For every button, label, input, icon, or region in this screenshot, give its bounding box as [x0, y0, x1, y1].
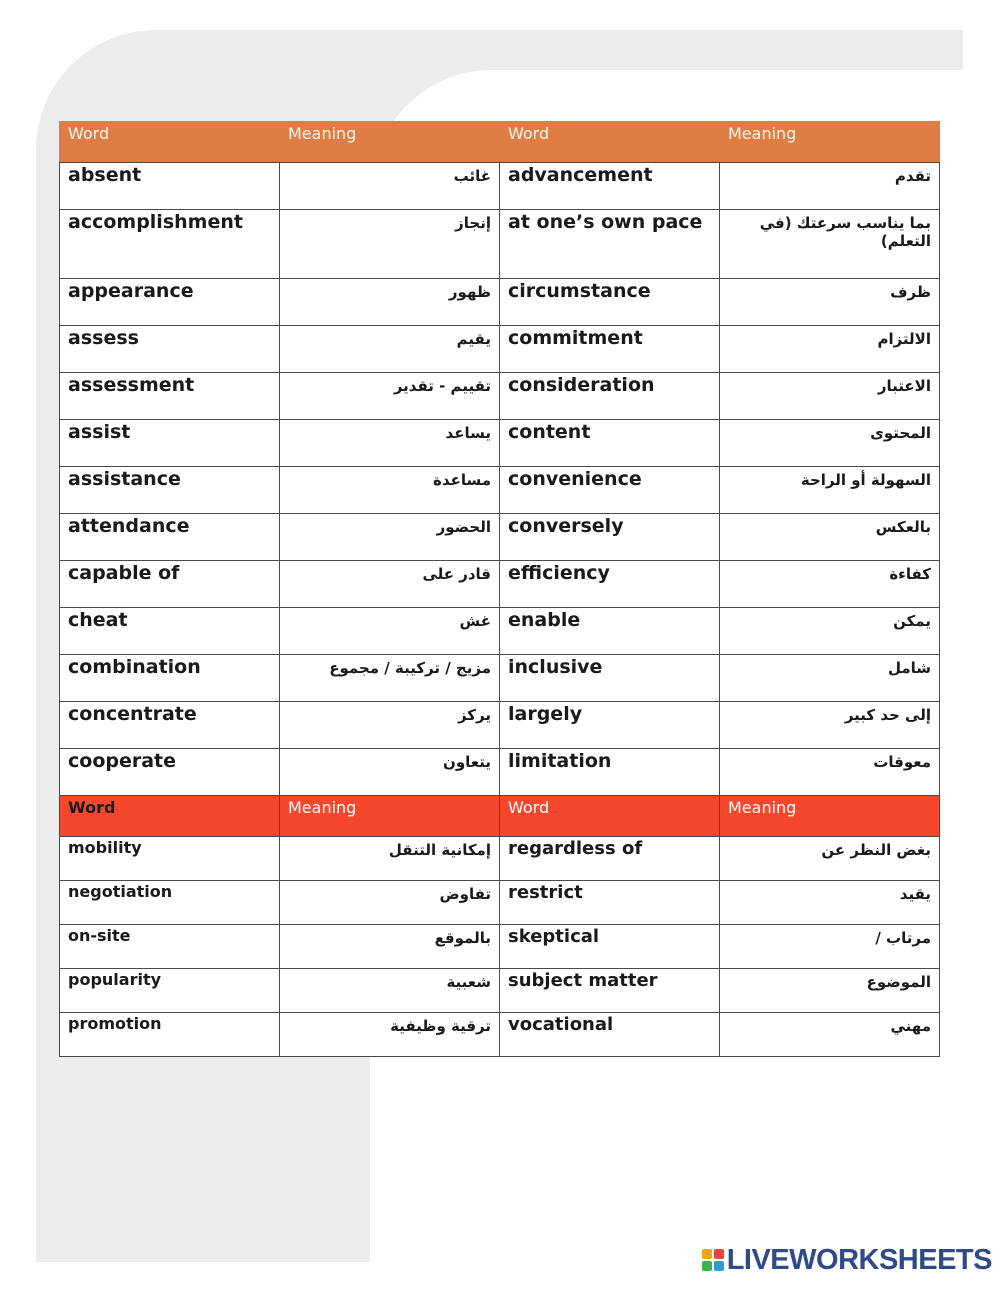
word-cell: capable of: [60, 561, 280, 608]
meaning-cell: يتعاون: [280, 749, 500, 796]
word-cell: cooperate: [60, 749, 280, 796]
table-row: [60, 881, 940, 925]
word-cell: assistance: [60, 467, 280, 514]
meaning-cell: معوقات: [720, 749, 940, 796]
meaning-cell: ظهور: [280, 279, 500, 326]
meaning-cell: ظرف: [720, 279, 940, 326]
meaning-cell: يركز: [280, 702, 500, 749]
meaning-cell: ترقية وظيفية: [280, 1013, 500, 1057]
meaning-cell: مهني: [720, 1013, 940, 1057]
word-cell: concentrate: [60, 702, 280, 749]
word-cell: advancement: [500, 163, 720, 210]
meaning-cell: إمكانية التنقل: [280, 837, 500, 881]
vocabulary-table: [59, 121, 940, 1057]
word-cell: regardless of: [500, 837, 720, 881]
header-word-1: Word: [60, 122, 280, 163]
meaning-cell: مساعدة: [280, 467, 500, 514]
meaning-cell: بغض النظر عن: [720, 837, 940, 881]
word-cell: vocational: [500, 1013, 720, 1057]
word-cell: skeptical: [500, 925, 720, 969]
word-cell: accomplishment: [60, 210, 280, 279]
table-header-row: [60, 122, 940, 163]
word-cell: largely: [500, 702, 720, 749]
header-word-2: Word: [500, 796, 720, 837]
word-cell: promotion: [60, 1013, 280, 1057]
table-row: [60, 210, 940, 279]
meaning-cell: تقدم: [720, 163, 940, 210]
meaning-cell: إلى حد كبير: [720, 702, 940, 749]
table-row: [60, 420, 940, 467]
table-row: [60, 373, 940, 420]
table-row: [60, 163, 940, 210]
meaning-cell: يساعد: [280, 420, 500, 467]
meaning-cell: إنجاز: [280, 210, 500, 279]
table-row: [60, 561, 940, 608]
word-cell: conversely: [500, 514, 720, 561]
meaning-cell: المحتوى: [720, 420, 940, 467]
table-row: [60, 326, 940, 373]
liveworksheets-logo[interactable]: [702, 1243, 992, 1277]
word-cell: assessment: [60, 373, 280, 420]
word-cell: limitation: [500, 749, 720, 796]
table-row: [60, 1013, 940, 1057]
word-cell: content: [500, 420, 720, 467]
word-cell: appearance: [60, 279, 280, 326]
word-cell: restrict: [500, 881, 720, 925]
meaning-cell: غش: [280, 608, 500, 655]
liveworksheets-logo-icon: [702, 1249, 724, 1271]
meaning-cell: السهولة أو الراحة: [720, 467, 940, 514]
word-cell: attendance: [60, 514, 280, 561]
word-cell: assess: [60, 326, 280, 373]
meaning-cell: الاعتبار: [720, 373, 940, 420]
word-cell: on-site: [60, 925, 280, 969]
word-cell: consideration: [500, 373, 720, 420]
word-cell: enable: [500, 608, 720, 655]
meaning-cell: الموضوع: [720, 969, 940, 1013]
word-cell: negotiation: [60, 881, 280, 925]
header-meaning-2: Meaning: [720, 796, 940, 837]
word-cell: mobility: [60, 837, 280, 881]
meaning-cell: مرتاب /: [720, 925, 940, 969]
meaning-cell: بالعكس: [720, 514, 940, 561]
word-cell: commitment: [500, 326, 720, 373]
table-row: [60, 655, 940, 702]
table-subheader-row: [60, 796, 940, 837]
word-cell: efficiency: [500, 561, 720, 608]
word-cell: inclusive: [500, 655, 720, 702]
meaning-cell: يقيم: [280, 326, 500, 373]
meaning-cell: بما يناسب سرعتك (في التعلم): [720, 210, 940, 279]
meaning-cell: بالموقع: [280, 925, 500, 969]
word-cell: convenience: [500, 467, 720, 514]
table-row: [60, 279, 940, 326]
meaning-cell: تفاوض: [280, 881, 500, 925]
meaning-cell: غائب: [280, 163, 500, 210]
meaning-cell: يمكن: [720, 608, 940, 655]
meaning-cell: قادر على: [280, 561, 500, 608]
meaning-cell: شعبية: [280, 969, 500, 1013]
meaning-cell: الالتزام: [720, 326, 940, 373]
header-meaning-1: Meaning: [280, 122, 500, 163]
meaning-cell: تقييم - تقدير: [280, 373, 500, 420]
logo-text: LIVEWORKSHEETS: [726, 1243, 992, 1276]
table-row: [60, 514, 940, 561]
word-cell: combination: [60, 655, 280, 702]
word-cell: cheat: [60, 608, 280, 655]
table-row: [60, 749, 940, 796]
meaning-cell: يقيد: [720, 881, 940, 925]
table-row: [60, 608, 940, 655]
word-cell: at one’s own pace: [500, 210, 720, 279]
table-row: [60, 702, 940, 749]
table-row: [60, 925, 940, 969]
word-cell: assist: [60, 420, 280, 467]
word-cell: subject matter: [500, 969, 720, 1013]
word-cell: circumstance: [500, 279, 720, 326]
meaning-cell: كفاءة: [720, 561, 940, 608]
word-cell: popularity: [60, 969, 280, 1013]
header-word-2: Word: [500, 122, 720, 163]
header-word-1: Word: [60, 796, 280, 837]
meaning-cell: الحضور: [280, 514, 500, 561]
word-cell: absent: [60, 163, 280, 210]
meaning-cell: شامل: [720, 655, 940, 702]
header-meaning-1: Meaning: [280, 796, 500, 837]
table-row: [60, 467, 940, 514]
table-row: [60, 837, 940, 881]
meaning-cell: مزيج / تركيبة / مجموع: [280, 655, 500, 702]
header-meaning-2: Meaning: [720, 122, 940, 163]
table-row: [60, 969, 940, 1013]
